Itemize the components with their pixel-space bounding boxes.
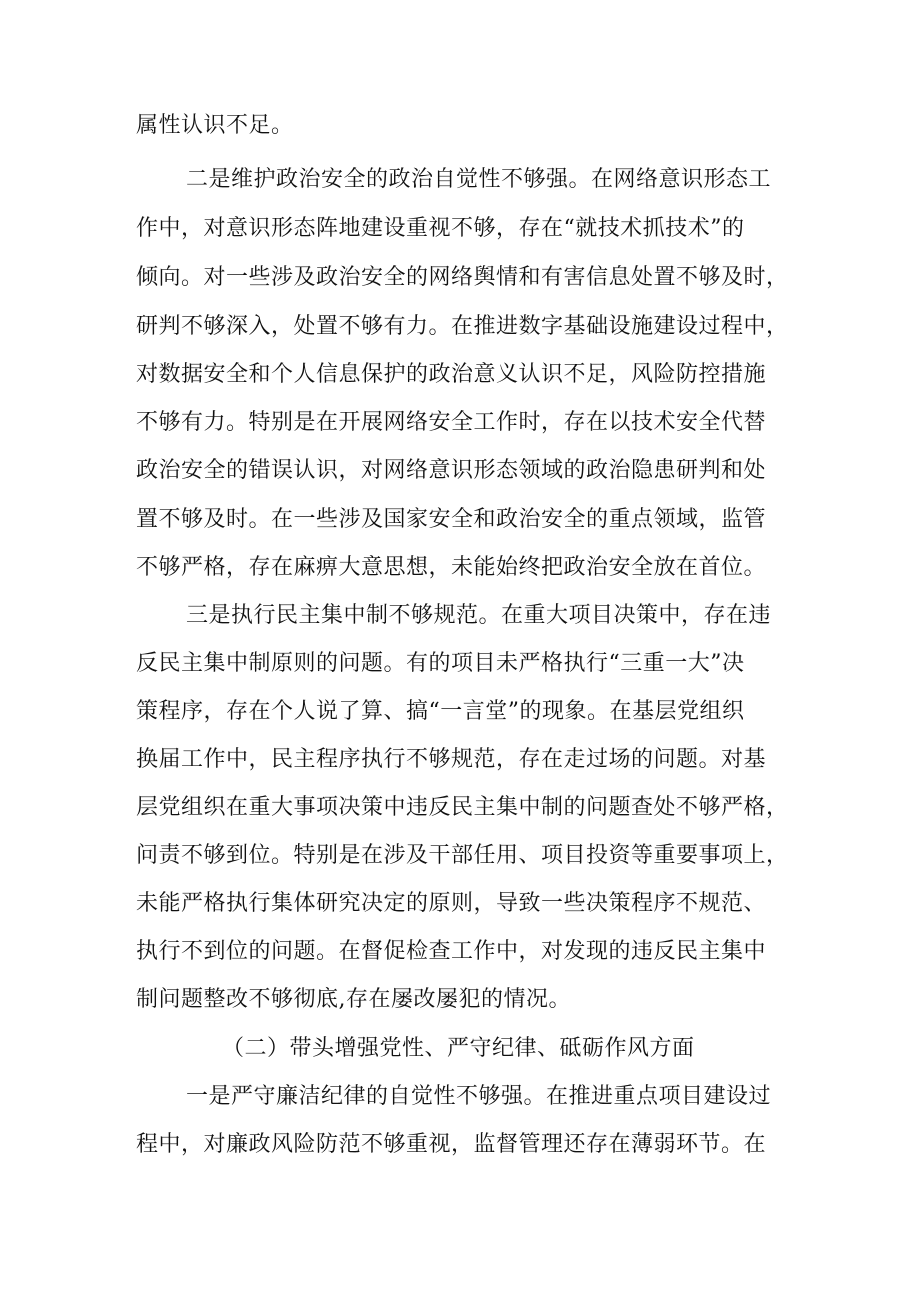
text-line: 程中，对廉政风险防范不够重视，监督管理还存在薄弱环节。在 <box>136 1132 767 1157</box>
text-line: 研判不够深入，处置不够有力。在推进数字基础设施建设过程中， <box>136 314 789 339</box>
text-line: 对数据安全和个人信息保护的政治意义认识不足，风险防控措施 <box>136 362 767 387</box>
text-line: 未能严格执行集体研究决定的原则，导致一些决策程序不规范、 <box>136 891 767 916</box>
paragraph-start-line: 一是严守廉洁纪律的自觉性不够强。在推进重点项目建设过 <box>186 1084 772 1109</box>
paragraph-start-line: 三是执行民主集中制不够规范。在重大项目决策中，存在违 <box>186 603 772 628</box>
paragraph-start-line: 二是维护政治安全的政治自觉性不够强。在网络意识形态工 <box>186 167 772 192</box>
text-line: 倾向。对一些涉及政治安全的网络舆情和有害信息处置不够及时， <box>136 265 789 290</box>
text-line: 反民主集中制原则的问题。有的项目未严格执行“三重一大”决 <box>136 651 745 676</box>
text-line: 作中，对意识形态阵地建设重视不够，存在“就技术抓技术”的 <box>136 216 745 241</box>
text-line: 不够有力。特别是在开展网络安全工作时，存在以技术安全代替 <box>136 410 767 435</box>
text-line: 置不够及时。在一些涉及国家安全和政治安全的重点领域，监管 <box>136 507 767 532</box>
text-line: 换届工作中，民主程序执行不够规范，存在走过场的问题。对基 <box>136 747 767 772</box>
text-line: 政治安全的错误认识，对网络意识形态领域的政治隐患研判和处 <box>136 458 767 483</box>
text-line: 层党组织在重大事项决策中违反民主集中制的问题查处不够严格， <box>136 795 789 820</box>
section-heading: （二）带头增强党性、严守纪律、砥砺作风方面 <box>222 1036 695 1061</box>
text-line: 问责不够到位。特别是在涉及干部任用、项目投资等重要事项上， <box>136 843 789 868</box>
text-line: 不够严格，存在麻痹大意思想，未能始终把政治安全放在首位。 <box>136 555 767 580</box>
text-line: 制问题整改不够彻底,存在屡改屡犯的情况。 <box>136 987 571 1012</box>
text-line: 策程序，存在个人说了算、搞“一言堂”的现象。在基层党组织 <box>136 699 745 724</box>
text-line: 执行不到位的问题。在督促检查工作中，对发现的违反民主集中 <box>136 939 767 964</box>
text-line: 属性认识不足。 <box>136 113 294 138</box>
